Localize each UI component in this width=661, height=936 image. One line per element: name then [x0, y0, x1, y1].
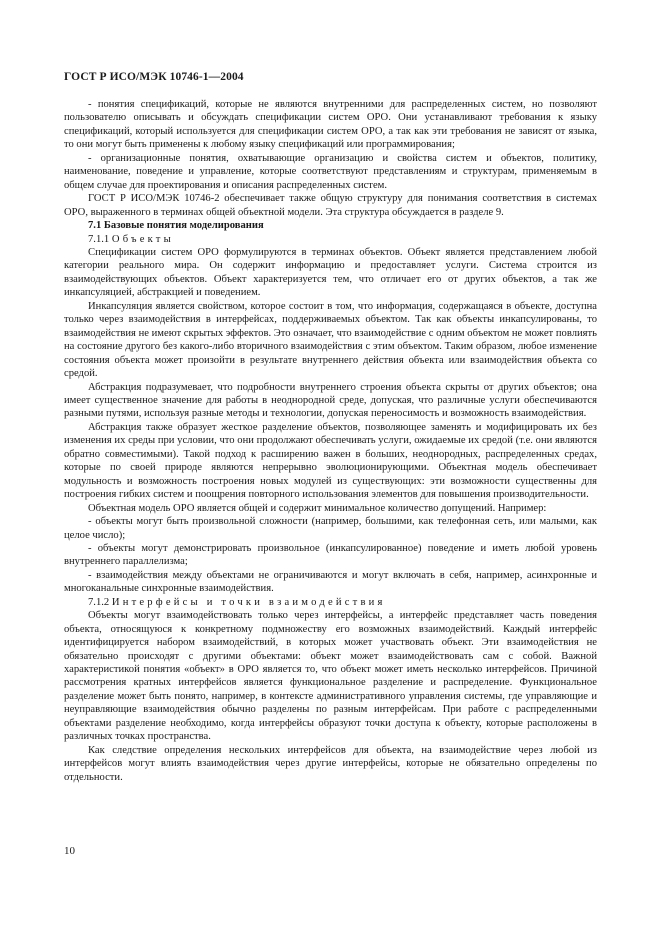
subsection-heading [64, 596, 597, 609]
paragraph: Объектная модель ОРО является общей и содержит минимальное количество допущений. Например: [88, 502, 547, 514]
paragraph: - организационные понятия, охватывающие организацию и свойства систем и объектов, политику, наименование, поведение и управление, которые соответствуют представлениям и структурам, применяемым в общем случае для проектирования и описания распределенных систем. [64, 152, 597, 191]
subsection-title: Интерфейсы и точки взаимодействия [111, 596, 386, 608]
section-heading: 7.1 Базовые понятия моделирования [88, 220, 264, 232]
list-item: - объекты могут быть произвольной сложности (например, большими, как телефонная сеть, или малыми, как целое число); [64, 516, 597, 541]
subsection-number: 7.1.2 [88, 596, 110, 608]
paragraph: Как следствие определения нескольких интерфейсов для объекта, на взаимодействие через любой из интерфейсов могут влиять взаимодействия через другие интерфейсы, которые не обязательно определены по отдельности. [64, 744, 597, 783]
paragraph: Инкапсуляция является свойством, которое состоит в том, что информация, содержащаяся в объекте, доступна только через взаимодействия в интерфейсах, поддерживаемых объектом. Так как объекты инкапсулированы, то взаимодействия не имеют скрытых эффектов. Это означает, что взаимодействие с одним объектом не может повлиять на состояние другого без какого-либо вторичного взаимодействия с этим объектом. Таким образом, любое изменение состояния объекта может произойти в результате внутреннего действия объекта или взаимодействия объекта со средой. [64, 300, 597, 380]
subsection-title: Объекты [111, 233, 174, 245]
paragraph: Объекты могут взаимодействовать только через интерфейсы, а интерфейс представляет часть поведения объекта, относящуюся к конкретному подмножеству его возможных взаимодействий. Каждый интерфейс идентифицируется набором взаимодействий, в которых может участвовать объект. Эти взаимодействия не обязательно происходят с другими объектами: объект может взаимодействовать сам с собой. Важной характеристикой понятия «объект» в ОРО является то, что объект может иметь несколько интерфейсов. Причиной рассмотрения кратных интерфейсов является функциональное разделение и распределение. Функциональное разделение может быть понято, например, в контексте административного управления системы, где управляющие и неуправляющие взаимодействия обычно разделены по разным интерфейсам. При работе с распределенными объектами разделение необходимо, когда интерфейсы образуют точки доступа к объекту, которые расположены в различных точках пространства. [64, 610, 597, 743]
list-item: - объекты могут демонстрировать произвольное (инкапсулированное) поведение и иметь любой уровень внутреннего параллелизма; [64, 542, 597, 568]
list-item: - взаимодействия между объектами не ограничиваются и могут включать в себя, например, асинхронные и многоканальные синхронные взаимодействия. [64, 569, 597, 595]
paragraph: Спецификации систем ОРО формулируются в терминах объектов. Объект является представлением любой категории реального мира. Он содержит информацию и предоставляет услуги. Система строится из взаимодействующих объектов. Объект характеризуется тем, что отличает его от других объектов, а так же инкапсуляцией, абстракцией и поведением. [64, 246, 597, 299]
page-header: ГОСТ Р ИСО/МЭК 10746-1—2004 [64, 71, 244, 83]
paragraph: - понятия спецификаций, которые не являются внутренними для распределенных систем, но позволяют пользователю описывать и обсуждать спецификации систем ОРО. Они устанавливают требования к языку спецификаций, который используется для спецификации систем ОРО, а так как эти требования не зависят от языка, то они могут быть применены к любому языку спецификаций или программирования; [64, 99, 597, 151]
page-number: 10 [64, 845, 75, 857]
subsection-number: 7.1.1 [88, 233, 110, 245]
document-body [64, 98, 597, 784]
subsection-heading [64, 233, 597, 246]
paragraph: Абстракция подразумевает, что подробности внутреннего строения объекта скрыты от других объектов; она имеет существенное значение для работы в неоднородной среде, допуская, что различные услуги обеспечиваются разными путями, используя разные методы и технологии, допуская переносимость и возможность взаимодействия. [64, 381, 597, 420]
paragraph: Абстракция также образует жесткое разделение объектов, позволяющее заменять и модифицировать их без изменения их среды при условии, что они продолжают обеспечивать услуги, ожидаемые их средой (т.е. они являются обратно совместимыми). Такой подход к расширению важен в больших, неоднородных, распределенных средах, которые по своей природе являются непрерывно эволюционирующими. Объектная модель обеспечивает модульность и возможность построения новых модулей из существующих: эти возможности существенны для построения гибких систем и поощрения повторного использования элементов для повышения производительности. [64, 421, 597, 501]
paragraph: ГОСТ Р ИСО/МЭК 10746-2 обеспечивает также общую структуру для понимания соответствия в системах ОРО, выраженного в терминах общей объектной модели. Эта структура обсуждается в разделе 9. [64, 193, 597, 218]
